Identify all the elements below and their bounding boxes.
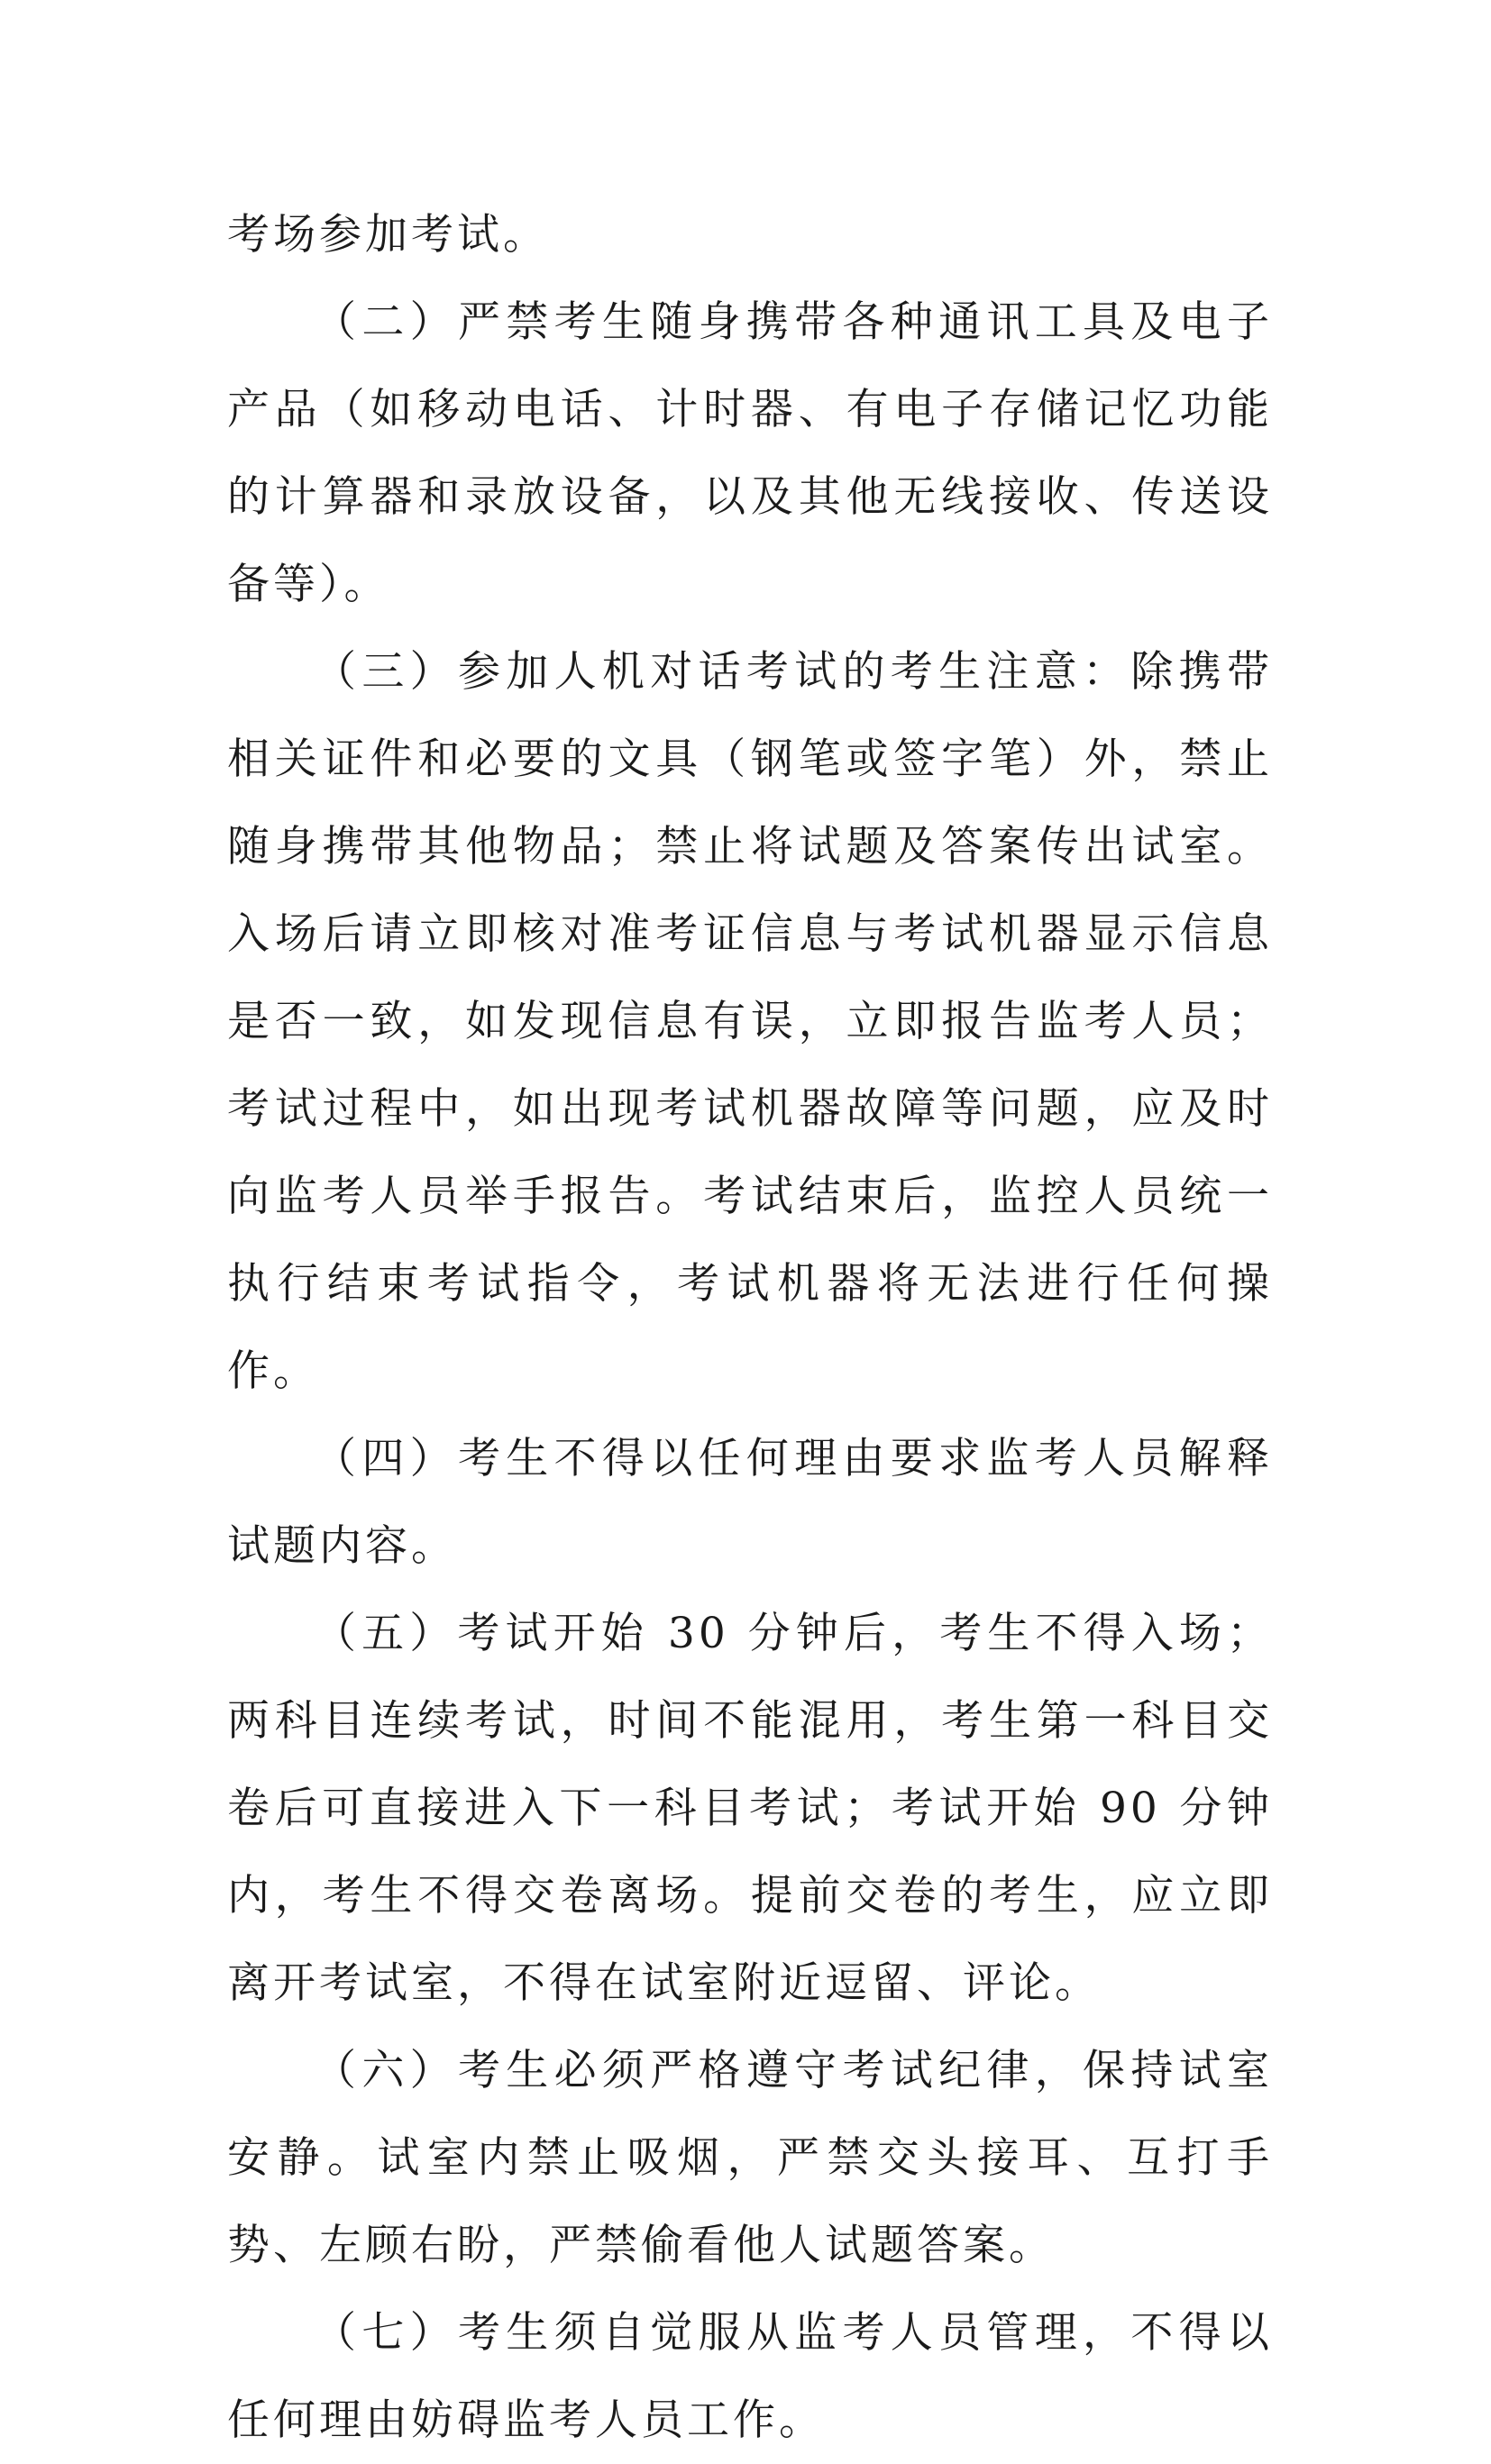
paragraph-continuation: 考场参加考试。 <box>227 210 549 260</box>
paragraph-rule-7: （七）考生须自觉服从监考人员管理，不得以任何理由妨碍监考人员工作。 <box>227 2308 1273 2445</box>
paragraph-rule-6: （六）考生必须严格遵守考试纪律，保持试室安静。试室内禁止吸烟，严禁交头接耳、互打手势、左顾右盼，严禁偷看他人试题答案。 <box>227 2046 1273 2270</box>
paragraph-rule-2: （二）严禁考生随身携带各种通讯工具及电子产品（如移动电话、计时器、有电子存储记忆功能的计算器和录放设备，以及其他无线接收、传送设备等）。 <box>227 297 1273 609</box>
document-body <box>227 191 1273 2464</box>
paragraph-rule-3: （三）参加人机对话考试的考生注意：除携带相关证件和必要的文具（钢笔或签字笔）外，禁止随身携带其他物品；禁止将试题及答案传出试室。入场后请立即核对准考证信息与考试机器显示信息是否一致，如发现信息有误，立即报告监考人员；考试过程中，如出现考试机器故障等问题，应及时向监考人员举手报告。考试结束后，监控人员统一执行结束考试指令，考试机器将无法进行任何操作。 <box>227 647 1273 1396</box>
paragraph-rule-4: （四）考生不得以任何理由要求监考人员解释试题内容。 <box>227 1434 1273 1571</box>
paragraph-rule-5: （五）考试开始 30 分钟后，考生不得入场；两科目连续考试，时间不能混用，考生第一科目交卷后可直接进入下一科目考试；考试开始 90 分钟内，考生不得交卷离场。提前交卷的考生，应立即离开考试室，不得在试室附近逗留、评论。 <box>227 1609 1273 2008</box>
